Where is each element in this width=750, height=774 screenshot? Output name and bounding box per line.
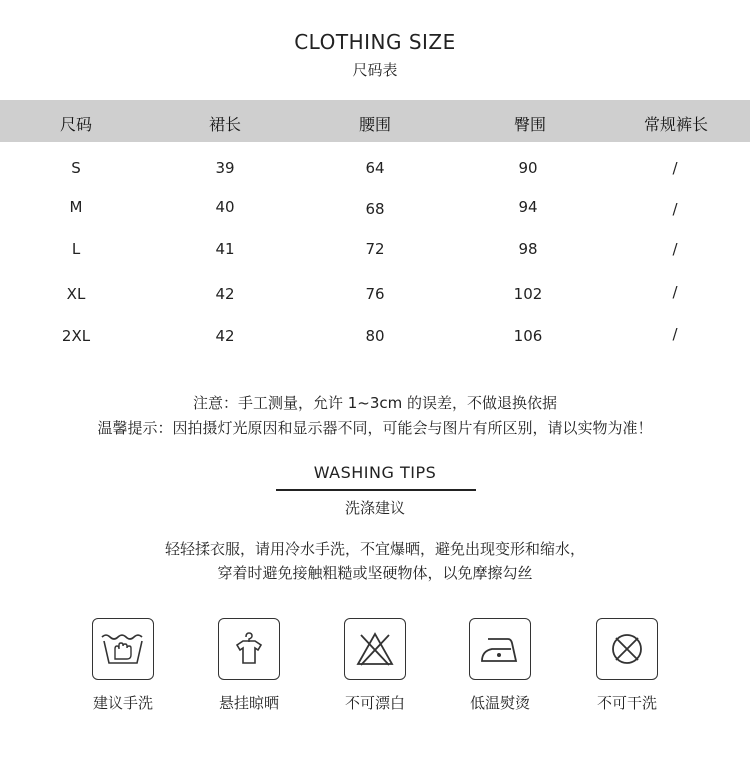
cell-waist: 76 (365, 285, 385, 303)
cell-hip: 98 (518, 240, 538, 258)
no-bleach-label: 不可漂白 (344, 694, 405, 712)
cell-hip: 90 (518, 159, 538, 177)
cell-size: S (71, 159, 81, 177)
cell-skirt-length: 39 (215, 159, 235, 177)
page-title: CLOTHING SIZE (294, 30, 456, 54)
cell-hip: 94 (518, 198, 538, 216)
hang-dry-icon (218, 618, 280, 680)
cell-pants-length: / (672, 240, 678, 258)
cell-waist: 72 (365, 240, 385, 258)
hang-dry-label: 悬挂晾晒 (218, 694, 279, 712)
no-dry-clean-label: 不可干洗 (596, 694, 657, 712)
display-note: 温馨提示：因拍摄灯光原因和显示器不同，可能会与图片有所区别，请以实物为准！ (97, 419, 653, 437)
cell-size: 2XL (61, 327, 91, 345)
hand-wash-icon (92, 618, 154, 680)
no-dry-clean-icon (596, 618, 658, 680)
column-header-size: 尺码 (59, 115, 92, 134)
divider (276, 489, 476, 491)
cell-pants-length: / (672, 159, 678, 177)
column-header-skirt-length: 裙长 (208, 115, 241, 134)
cell-size: M (69, 198, 83, 216)
washing-advice-line1: 轻轻揉衣服，请用冷水手洗，不宜爆晒，避免出现变形和缩水， (164, 540, 585, 558)
cell-skirt-length: 40 (215, 198, 235, 216)
column-header-waist: 腰围 (358, 115, 391, 134)
cell-skirt-length: 42 (215, 285, 235, 303)
column-header-pants-length: 常规裤长 (643, 115, 708, 134)
cell-size: L (71, 240, 81, 258)
washing-tips-title: WASHING TIPS (313, 463, 437, 482)
low-iron-icon (469, 618, 531, 680)
cell-waist: 80 (365, 327, 385, 345)
cell-size: XL (66, 285, 86, 303)
measurement-note: 注意：手工测量，允许 1~3cm 的误差，不做退换依据 (192, 394, 558, 412)
low-iron-label: 低温熨烫 (469, 694, 530, 712)
cell-hip: 102 (513, 285, 543, 303)
cell-pants-length: / (672, 283, 678, 301)
cell-skirt-length: 42 (215, 327, 235, 345)
cell-skirt-length: 41 (215, 240, 235, 258)
cell-pants-length: / (672, 325, 678, 343)
no-bleach-icon (344, 618, 406, 680)
washing-advice-line2: 穿着时避免接触粗糙或坚硬物体，以免摩擦勾丝 (217, 564, 533, 582)
column-header-hip: 臀围 (513, 115, 546, 134)
hand-wash-label: 建议手洗 (92, 694, 153, 712)
cell-waist: 64 (365, 159, 385, 177)
washing-tips-subtitle: 洗涤建议 (344, 499, 405, 517)
cell-hip: 106 (513, 327, 543, 345)
page-subtitle: 尺码表 (352, 61, 398, 79)
cell-waist: 68 (365, 200, 385, 218)
cell-pants-length: / (672, 200, 678, 218)
